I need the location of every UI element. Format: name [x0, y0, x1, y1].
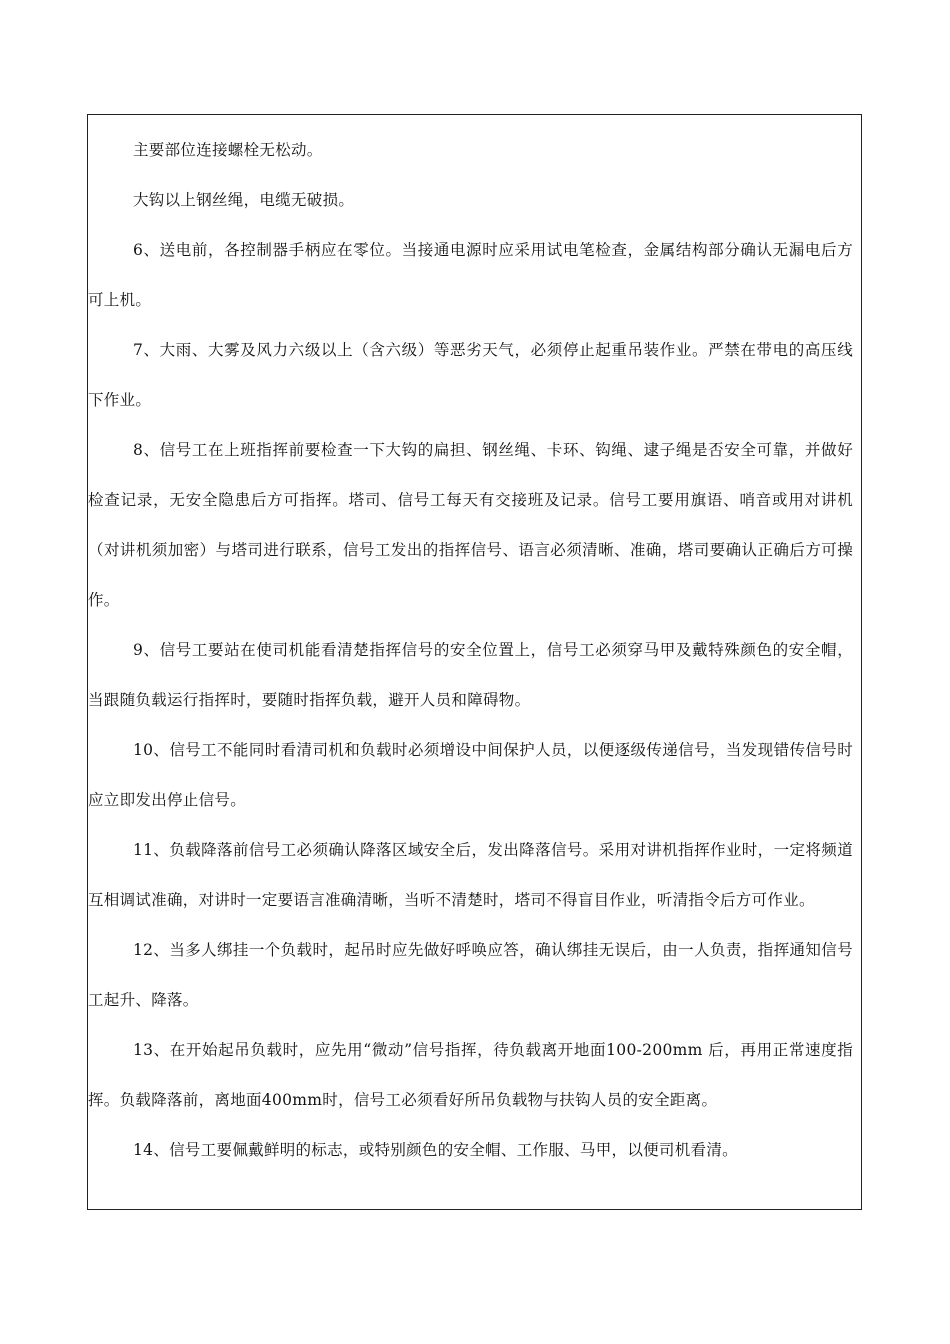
document-frame	[87, 114, 862, 1210]
paragraph-7: 7、大雨、大雾及风力六级以上（含六级）等恶劣天气，必须停止起重吊装作业。严禁在带电的高压线下作业。	[88, 341, 853, 409]
document-body	[88, 125, 861, 1175]
paragraph-13: 13、在开始起吊负载时，应先用“微动”信号指挥，待负载离开地面100-200mm 后，再用正常速度指挥。负载降落前，离地面400mm时，信号工必须看好所吊负载物与扶钩人员的安全距离。	[88, 1041, 853, 1109]
paragraph-10: 10、信号工不能同时看清司机和负载时必须增设中间保护人员，以便逐级传递信号，当发现错传信号时应立即发出停止信号。	[88, 741, 853, 809]
paragraph-11: 11、负载降落前信号工必须确认降落区域安全后，发出降落信号。采用对讲机指挥作业时，一定将频道互相调试准确，对讲时一定要语言准确清晰，当听不清楚时，塔司不得盲目作业，听清指令后方可作业。	[88, 841, 853, 909]
paragraph-12: 12、当多人绑挂一个负载时，起吊时应先做好呼唤应答，确认绑挂无误后，由一人负责，指挥通知信号工起升、降落。	[88, 941, 853, 1009]
paragraph-14: 14、信号工要佩戴鲜明的标志，或特别颜色的安全帽、工作服、马甲，以便司机看清。	[133, 1141, 738, 1159]
paragraph-8: 8、信号工在上班指挥前要检查一下大钩的扁担、钢丝绳、卡环、钩绳、逮子绳是否安全可靠，并做好检查记录，无安全隐患后方可指挥。塔司、信号工每天有交接班及记录。信号工要用旗语、哨音或用对讲机（对讲机须加密）与塔司进行联系，信号工发出的指挥信号、语言必须清晰、准确，塔司要确认正确后方可操作。	[88, 441, 853, 609]
paragraph-6: 6、送电前，各控制器手柄应在零位。当接通电源时应采用试电笔检查，金属结构部分确认无漏电后方可上机。	[88, 241, 853, 309]
paragraph-9: 9、信号工要站在使司机能看清楚指挥信号的安全位置上，信号工必须穿马甲及戴特殊颜色的安全帽，当跟随负载运行指挥时，要随时指挥负载，避开人员和障碍物。	[88, 641, 853, 709]
paragraph-bolts: 主要部位连接螺栓无松动。	[133, 141, 323, 159]
paragraph-wire-rope: 大钩以上钢丝绳，电缆无破损。	[133, 191, 355, 209]
